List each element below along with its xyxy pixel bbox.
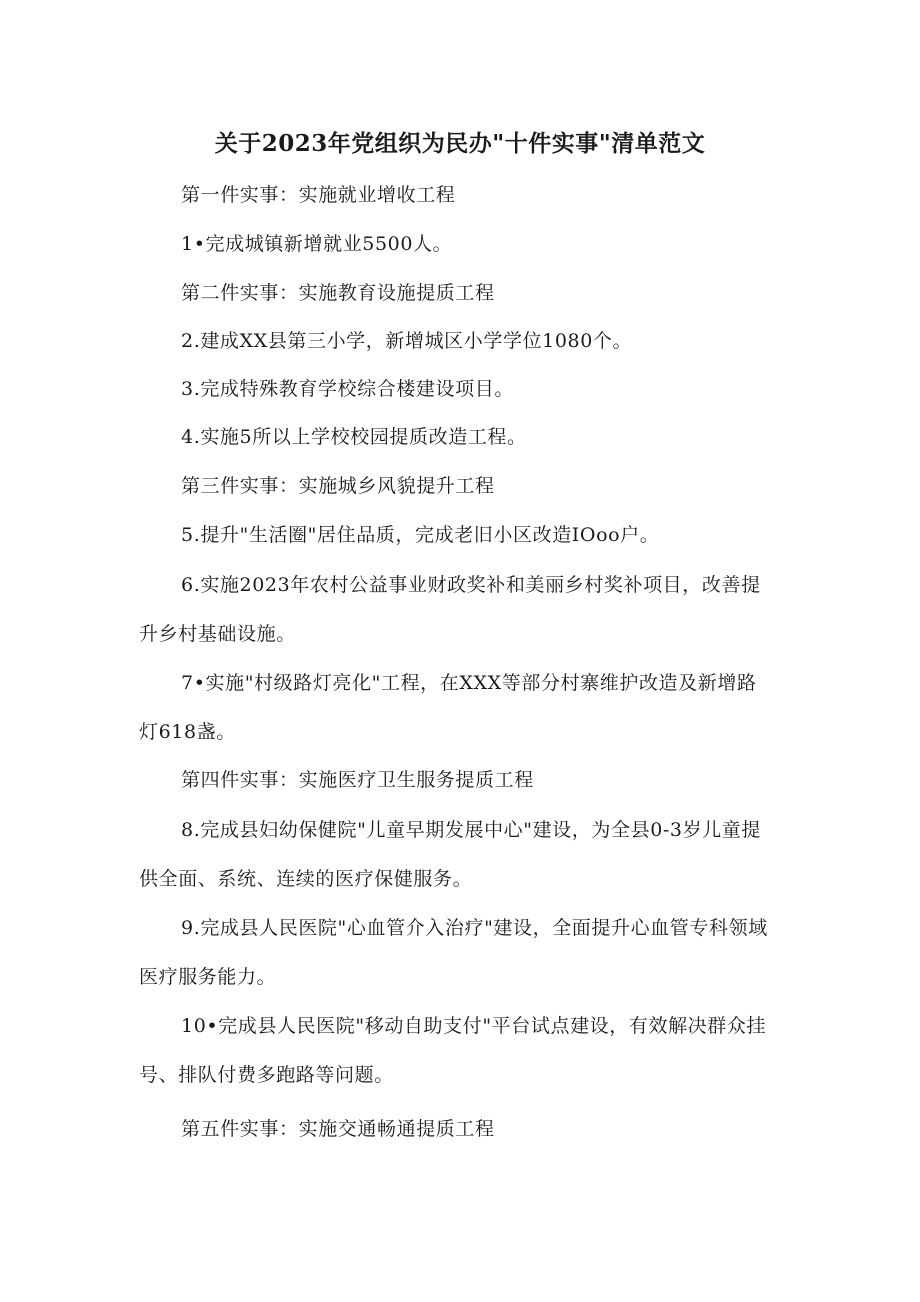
item-3: 3.完成特殊教育学校综合楼建设项目。 [181, 378, 514, 400]
item-7-line-1: 7•实施"村级路灯亮化"工程，在XXX等部分村寨维护改造及新增路 [181, 672, 757, 694]
item-10-line-1: 10•完成县人民医院"移动自助支付"平台试点建设，有效解决群众挂 [181, 1015, 767, 1037]
item-8-line-2: 供全面、系统、连续的医疗保健服务。 [139, 868, 473, 890]
item-5: 5.提升"生活圈"居住品质，完成老旧小区改造IOoo户。 [181, 524, 660, 546]
section-heading-3: 第三件实事：实施城乡风貌提升工程 [181, 475, 495, 497]
item-2: 2.建成XX县第三小学，新增城区小学学位1080个。 [181, 330, 633, 352]
item-7-line-2: 灯618盏。 [139, 721, 236, 743]
item-9-line-2: 医疗服务能力。 [139, 966, 277, 988]
document-title: 关于2023年党组织为民办"十件实事"清单范文 [214, 130, 706, 157]
section-heading-1: 第一件实事：实施就业增收工程 [181, 184, 456, 206]
item-1: 1•完成城镇新增就业5500人。 [181, 233, 453, 255]
section-heading-4: 第四件实事：实施医疗卫生服务提质工程 [181, 769, 534, 791]
section-heading-2: 第二件实事：实施教育设施提质工程 [181, 282, 495, 304]
section-heading-5: 第五件实事：实施交通畅通提质工程 [181, 1118, 495, 1140]
item-6-line-1: 6.实施2023年农村公益事业财政奖补和美丽乡村奖补项目，改善提 [181, 574, 761, 596]
item-8-line-1: 8.完成县妇幼保健院"儿童早期发展中心"建设，为全县0-3岁儿童提 [181, 819, 762, 841]
item-6-line-2: 升乡村基础设施。 [139, 623, 296, 645]
item-10-line-2: 号、排队付费多跑路等问题。 [139, 1064, 394, 1086]
item-9-line-1: 9.完成县人民医院"心血管介入治疗"建设，全面提升心血管专科领域 [181, 917, 768, 939]
item-4: 4.实施5所以上学校校园提质改造工程。 [181, 426, 527, 448]
